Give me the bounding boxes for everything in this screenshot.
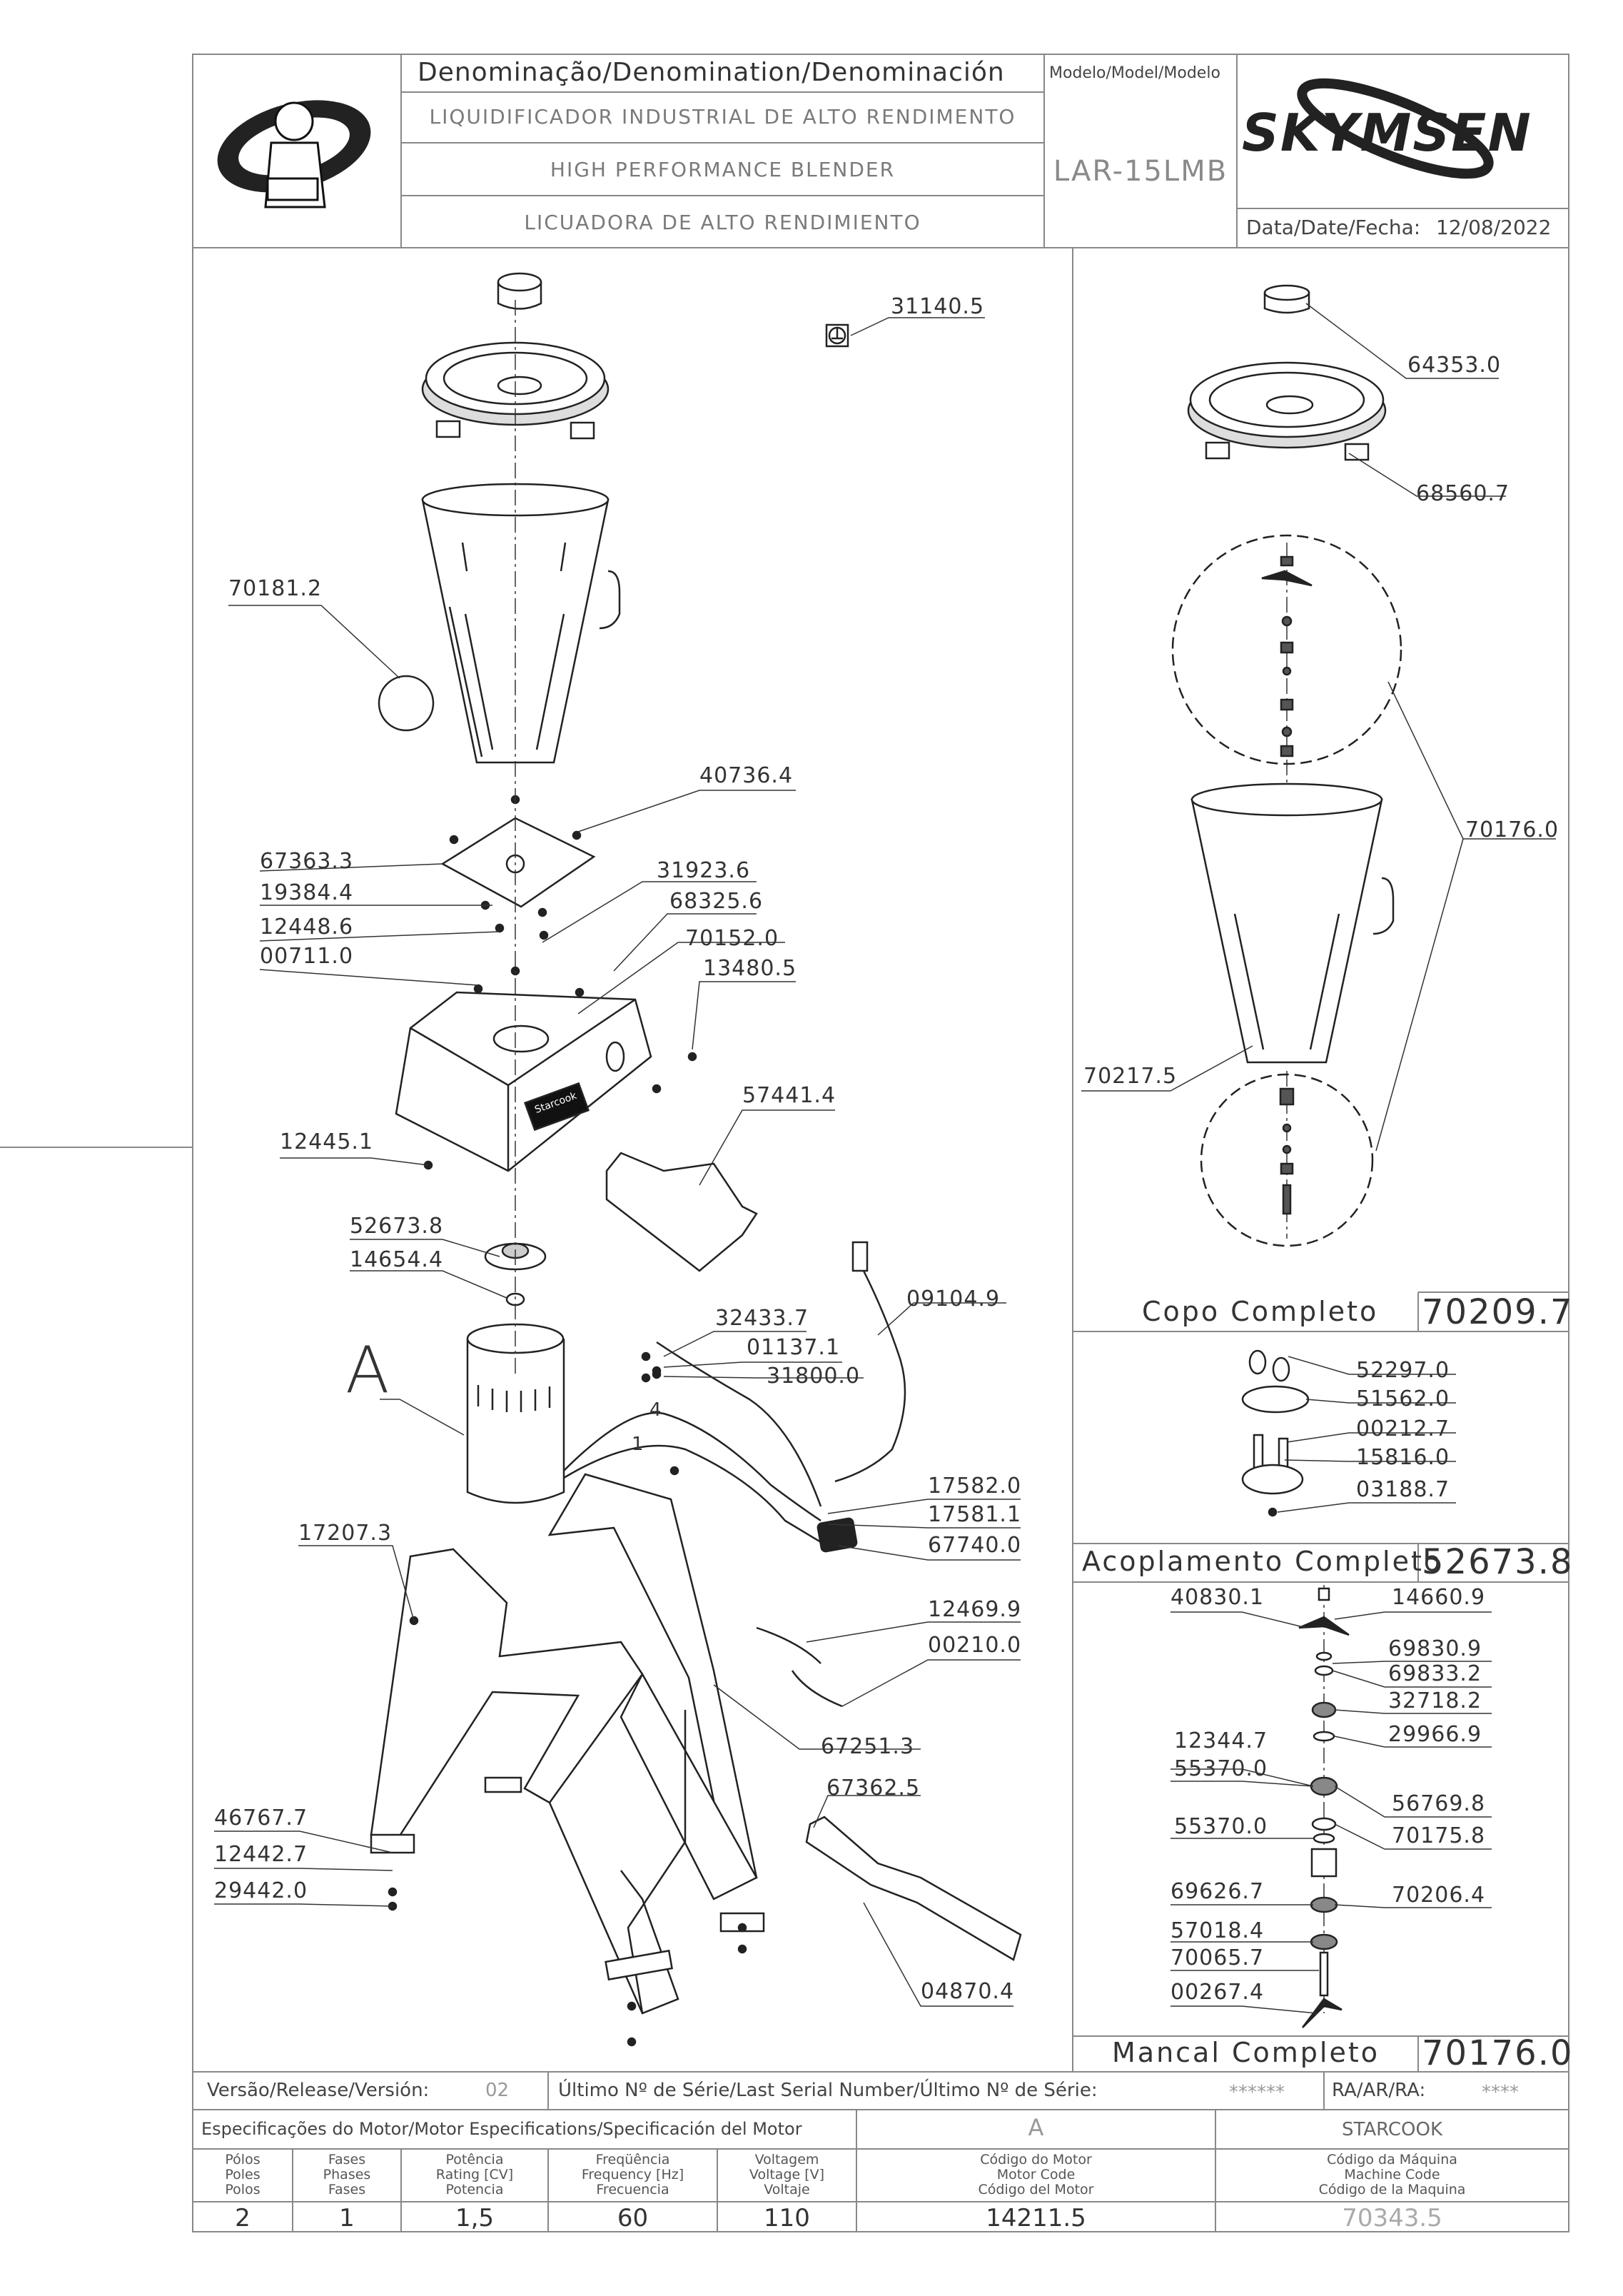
main-part-label: 31140.5 [891, 294, 985, 319]
spec-value: 110 [764, 2204, 810, 2232]
copo-title: Copo Completo [1142, 1296, 1379, 1327]
spec-header: Voltagem Voltage [V] Voltaje [749, 2152, 825, 2197]
copo-part-label: 64353.0 [1407, 353, 1502, 378]
main-part-label: 12442.7 [214, 1842, 308, 1867]
main-part-label: 68325.6 [669, 889, 764, 914]
spec-header: Pólos Poles Polos [225, 2152, 261, 2197]
mancal-part-label: 29966.9 [1388, 1722, 1482, 1747]
mancal-part-label: 32718.2 [1388, 1688, 1482, 1713]
main-part-label: 12448.6 [260, 915, 354, 940]
main-part-label: 01137.1 [747, 1335, 841, 1360]
main-part-label: 09104.9 [906, 1287, 1001, 1311]
main-part-label: 13480.5 [703, 956, 797, 981]
spec-value: 60 [617, 2204, 649, 2232]
name-en: HIGH PERFORMANCE BLENDER [550, 158, 896, 181]
copo-part-label: 70217.5 [1083, 1064, 1178, 1089]
mancal-part-label: 00267.4 [1171, 1980, 1265, 2005]
serial-value: ****** [1229, 2082, 1285, 2103]
acoplamento-code: 52673.8 [1422, 1542, 1574, 1582]
main-part-label: 00210.0 [928, 1633, 1022, 1658]
mancal-part-label: 69833.2 [1388, 1661, 1482, 1686]
model-code: LAR-15LMB [1053, 155, 1228, 188]
mancal-part-label: 57018.4 [1171, 1918, 1265, 1943]
mancal-part-label: 70065.7 [1171, 1945, 1265, 1970]
exploded-view-main [371, 273, 1021, 2045]
main-part-label: 70152.0 [685, 926, 779, 951]
spec-value: 1 [339, 2204, 355, 2232]
copo-code: 70209.7 [1422, 1292, 1574, 1332]
motor-spec-label: Especificações do Motor/Motor Especifications/Specificación del Motor [201, 2119, 802, 2139]
spec-value: 70343.5 [1342, 2204, 1442, 2232]
main-part-label: 46767.7 [214, 1806, 308, 1831]
name-pt: LIQUIDIFICADOR INDUSTRIAL DE ALTO RENDIMENTO [429, 105, 1016, 129]
denomination-title: Denominação/Denomination/Denominación [418, 58, 1005, 87]
mancal-part-label: 12344.7 [1174, 1728, 1268, 1753]
wire-label-4: 4 [649, 1399, 662, 1421]
model-label: Modelo/Model/Modelo [1049, 64, 1220, 82]
service-seal-logo [207, 85, 381, 208]
main-part-label: 14654.4 [350, 1247, 444, 1272]
main-part-label: 31800.0 [767, 1364, 861, 1389]
name-es: LICUADORA DE ALTO RENDIMIENTO [524, 211, 921, 234]
mancal-title: Mancal Completo [1112, 2037, 1380, 2068]
main-part-label: 12445.1 [280, 1129, 374, 1154]
mancal-part-label: 55370.0 [1174, 1814, 1268, 1839]
body-brand-plate: Starcook [533, 1089, 579, 1117]
main-part-label: 12469.9 [928, 1597, 1022, 1622]
main-part-label: 67363.3 [260, 849, 354, 874]
acoplamento-part-label: 51562.0 [1356, 1386, 1450, 1411]
mancal-code: 70176.0 [1422, 2033, 1574, 2073]
mancal-part-label: 69626.7 [1171, 1879, 1265, 1904]
spec-value: 14211.5 [986, 2204, 1086, 2232]
copo-part-label: 70176.0 [1465, 817, 1559, 842]
main-part-label: 04870.4 [921, 1979, 1015, 2004]
mancal-part-label: 70175.8 [1392, 1823, 1486, 1848]
motor-spec-letter: A [1028, 2114, 1044, 2141]
spec-header: Fases Phases Fases [323, 2152, 371, 2197]
serial-label: Último Nº de Série/Last Serial Number/Último Nº de Série: [558, 2080, 1098, 2101]
main-part-label: 19384.4 [260, 880, 354, 905]
mancal-part-label: 70206.4 [1392, 1883, 1486, 1908]
spec-value: 1,5 [455, 2204, 495, 2232]
mancal-part-label: 69830.9 [1388, 1636, 1482, 1661]
main-part-label: 67740.0 [928, 1533, 1022, 1558]
acoplamento-part-label: 00212.7 [1356, 1416, 1450, 1441]
main-part-label: 17582.0 [928, 1474, 1022, 1499]
ra-label: RA/AR/RA: [1332, 2080, 1426, 2101]
spec-header: Freqüência Frequency [Hz] Frecuencia [581, 2152, 684, 2197]
wire-label-1: 1 [632, 1434, 644, 1455]
mancal-part-label: 14660.9 [1392, 1585, 1486, 1610]
mancal-part-label: 55370.0 [1174, 1756, 1268, 1781]
acoplamento-view [1243, 1351, 1308, 1516]
mancal-part-label: 40830.1 [1171, 1585, 1265, 1610]
machine-brand: STARCOOK [1341, 2119, 1443, 2140]
acoplamento-part-label: 15816.0 [1356, 1445, 1450, 1470]
acoplamento-part-label: 52297.0 [1356, 1358, 1450, 1383]
main-part-label: 52673.8 [350, 1214, 444, 1239]
copo-part-label: 68560.7 [1416, 481, 1510, 506]
main-part-label: 31923.6 [657, 858, 751, 883]
main-part-label: 67362.5 [826, 1776, 921, 1801]
main-part-label: 70181.2 [228, 576, 323, 601]
acoplamento-title: Acoplamento Completo [1082, 1546, 1443, 1577]
date-label: Data/Date/Fecha: [1246, 216, 1421, 239]
main-part-label: 17207.3 [298, 1521, 393, 1546]
main-part-label: 17581.1 [928, 1502, 1022, 1527]
main-part-label: 57441.4 [742, 1083, 836, 1108]
acoplamento-part-label: 03188.7 [1356, 1477, 1450, 1502]
date-value: 12/08/2022 [1436, 216, 1552, 239]
version-label: Versão/Release/Versión: [207, 2080, 430, 2101]
ra-value: **** [1482, 2082, 1519, 2103]
main-part-label: 67251.3 [821, 1734, 915, 1759]
main-part-label: 00711.0 [260, 944, 354, 969]
mancal-part-label: 56769.8 [1392, 1791, 1486, 1816]
spec-value: 2 [235, 2204, 251, 2232]
spec-header: Código do Motor Motor Code Código del Motor [978, 2152, 1094, 2197]
main-part-label: 40736.4 [699, 763, 794, 788]
brand-logo-text: SKYMSEN [1242, 103, 1532, 163]
version-value: 02 [485, 2080, 510, 2101]
spec-header: Código da Máquina Machine Code Código de la Maquina [1318, 2152, 1466, 2197]
main-part-label: 32433.7 [715, 1306, 809, 1331]
motor-letter: A [345, 1333, 390, 1408]
spec-header: Potência Rating [CV] Potencia [435, 2152, 514, 2197]
main-part-label: 29442.0 [214, 1878, 308, 1903]
